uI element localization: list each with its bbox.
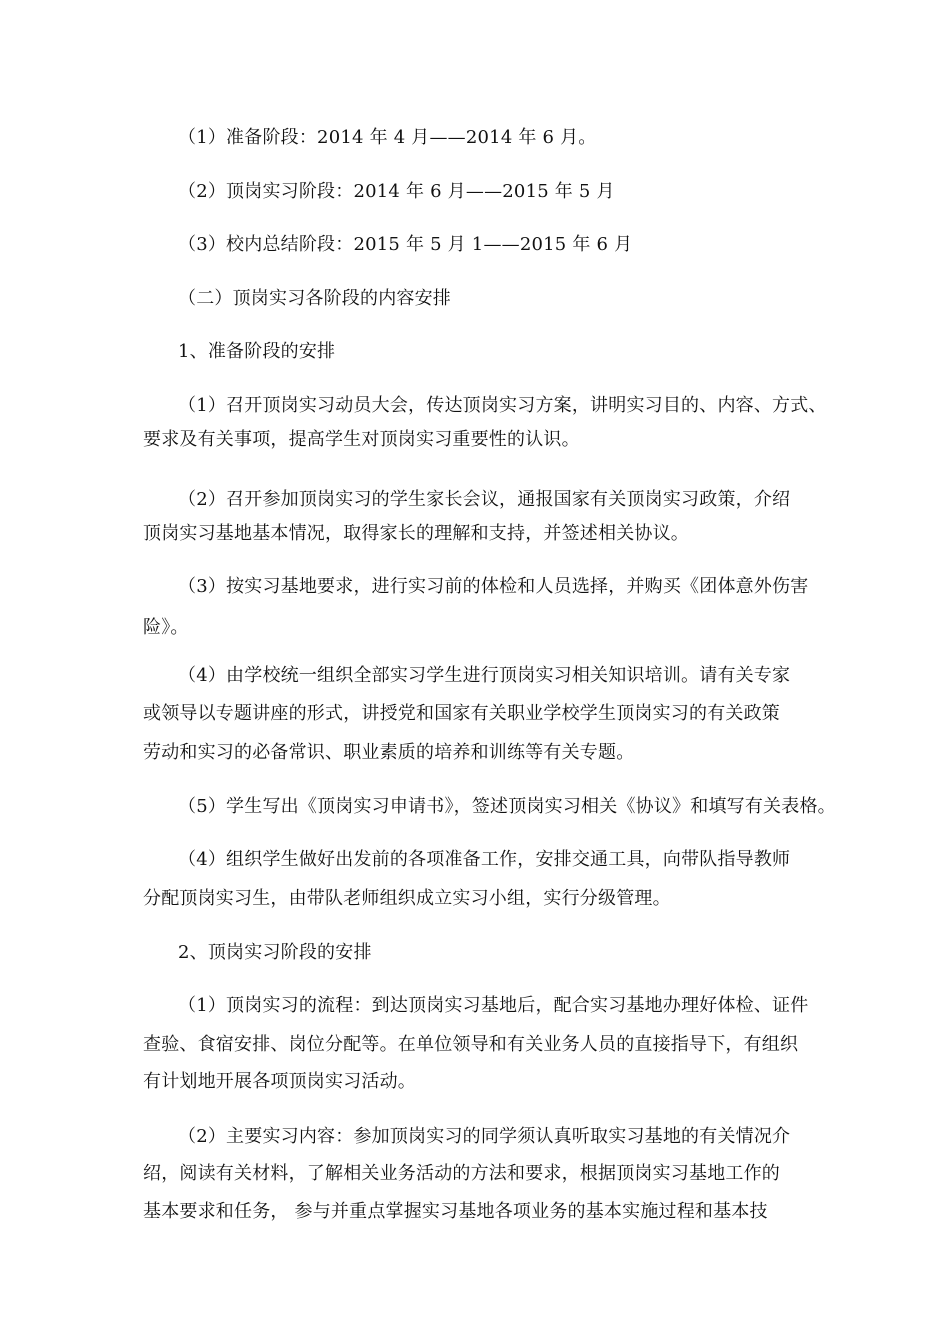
text-line: （3）校内总结阶段：2015 年 5 月 1——2015 年 6 月 <box>178 234 633 255</box>
text-line: （1）准备阶段：2014 年 4 月——2014 年 6 月。 <box>178 127 597 148</box>
text-line: （2）顶岗实习阶段：2014 年 6 月——2015 年 5 月 <box>178 181 615 202</box>
text-line: （2）主要实习内容：参加顶岗实习的同学须认真听取实习基地的有关情况介 <box>178 1126 791 1147</box>
text-line: （2）召开参加顶岗实习的学生家长会议，通报国家有关顶岗实习政策，介绍 <box>178 489 791 510</box>
subsection-heading: 2、顶岗实习阶段的安排 <box>178 942 372 963</box>
text-line: （3）按实习基地要求，进行实习前的体检和人员选择，并购买《团体意外伤害 <box>178 576 809 597</box>
text-line: 险》。 <box>143 617 189 638</box>
text-line: （4）由学校统一组织全部实习学生进行顶岗实习相关知识培训。请有关专家 <box>178 665 791 686</box>
subsection-heading: 1、准备阶段的安排 <box>178 341 336 362</box>
section-heading: （二）顶岗实习各阶段的内容安排 <box>178 288 451 309</box>
text-line: 基本要求和任务， 参与并重点掌握实习基地各项业务的基本实施过程和基本技 <box>143 1201 768 1222</box>
text-line: 要求及有关事项，提高学生对顶岗实习重要性的认识。 <box>143 429 580 450</box>
text-line: 查验、食宿安排、岗位分配等。在单位领导和有关业务人员的直接指导下，有组织 <box>143 1034 799 1055</box>
text-line: 劳动和实习的必备常识、职业素质的培养和训练等有关专题。 <box>143 742 635 763</box>
text-line: 分配顶岗实习生，由带队老师组织成立实习小组，实行分级管理。 <box>143 888 671 909</box>
text-line: （4）组织学生做好出发前的各项准备工作，安排交通工具，向带队指导教师 <box>178 849 791 870</box>
text-line: 或领导以专题讲座的形式，讲授党和国家有关职业学校学生顶岗实习的有关政策 <box>143 703 780 724</box>
text-line: 绍，阅读有关材料，了解相关业务活动的方法和要求，根据顶岗实习基地工作的 <box>143 1163 780 1184</box>
text-line: （5）学生写出《顶岗实习申请书》，签述顶岗实习相关《协议》和填写有关表格。 <box>178 796 836 817</box>
text-line: （1）顶岗实习的流程：到达顶岗实习基地后，配合实习基地办理好体检、证件 <box>178 995 809 1016</box>
text-line: 顶岗实习基地基本情况，取得家长的理解和支持，并签述相关协议。 <box>143 523 689 544</box>
text-line: 有计划地开展各项顶岗实习活动。 <box>143 1071 416 1092</box>
text-line: （1）召开顶岗实习动员大会，传达顶岗实习方案，讲明实习目的、内容、方式、 <box>178 395 827 416</box>
